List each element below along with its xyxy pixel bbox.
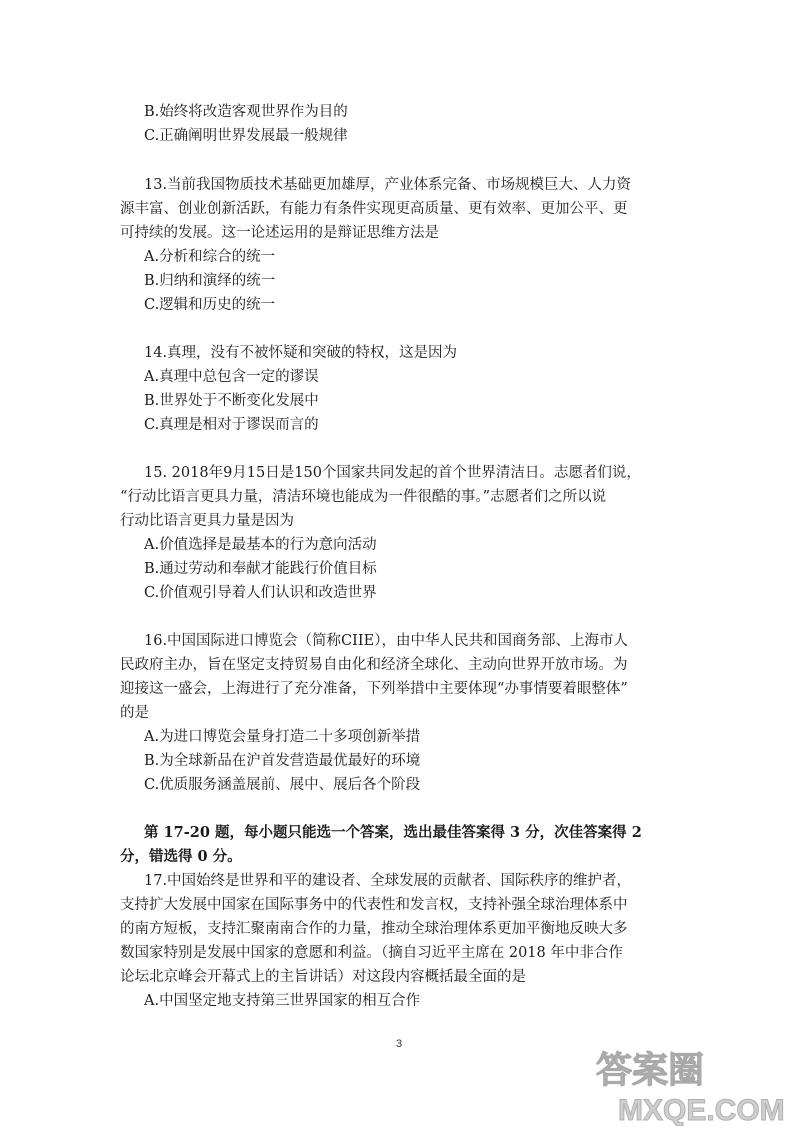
text-line: 民政府主办，旨在坚定支持贸易自由化和经济全球化、主动向世界开放市场。为 — [120, 657, 628, 673]
text-line: C.逻辑和历史的统一 — [144, 297, 276, 313]
text-line: A.分析和综合的统一 — [144, 249, 276, 265]
text-line: A.真理中总包含一定的谬误 — [144, 369, 319, 385]
text-line: 分，错选得 0 分。 — [120, 848, 242, 865]
text-line: 的是 — [120, 705, 149, 721]
watermark-top-text: 答案圈 — [596, 1049, 705, 1090]
text-line: C.正确阐明世界发展最一般规律 — [144, 128, 348, 144]
text-line: 15. 2018年9月15日是150个国家共同发起的首个世界清洁日。志愿者们说， — [144, 465, 641, 481]
text-line: 第 17-20 题，每小题只能选一个答案，选出最佳答案得 3 分，次佳答案得 2 — [144, 824, 642, 841]
page-number: 3 — [396, 1038, 403, 1050]
text-line: 源丰富、创业创新活跃，有能力有条件实现更高质量、更有效率、更加公平、更 — [120, 201, 628, 217]
text-line: 论坛北京峰会开幕式上的主旨讲话）对这段内容概括最全面的是 — [120, 969, 526, 985]
text-line: B.归纳和演绎的统一 — [144, 273, 276, 289]
text-line: 17.中国始终是世界和平的建设者、全球发展的贡献者、国际秩序的维护者， — [144, 873, 632, 889]
text-line: A.价值选择是最基本的行为意向活动 — [144, 537, 377, 553]
text-line: 的南方短板，支持汇聚南南合作的力量，推动全球治理体系更加平衡地反映大多 — [120, 921, 628, 937]
text-line: B.通过劳动和奉献才能践行价值目标 — [144, 561, 377, 577]
text-line: C.真理是相对于谬误而言的 — [144, 417, 319, 433]
text-line: B.始终将改造客观世界作为目的 — [144, 104, 348, 120]
watermark-graphic — [588, 1040, 796, 1126]
text-line: 13.当前我国物质技术基础更加雄厚，产业体系完备、市场规模巨大、人力资 — [144, 177, 632, 193]
text-line: A.为进口博览会量身打造二十多项创新举措 — [144, 729, 421, 745]
text-line: C.优质服务涵盖展前、展中、展后各个阶段 — [144, 777, 421, 793]
text-line: 数国家特别是发展中国家的意愿和利益。（摘自习近平主席在 2018 年中非合作 — [120, 945, 623, 961]
text-line: A.中国坚定地支持第三世界国家的相互合作 — [144, 993, 421, 1009]
text-line: 迎接这一盛会，上海进行了充分准备，下列举措中主要体现“办事情要着眼整体” — [120, 681, 628, 697]
text-line: 行动比语言更具力量是因为 — [120, 513, 294, 529]
text-line: 16.中国国际进口博览会（简称CIIE），由中华人民共和国商务部、上海市人 — [144, 633, 628, 649]
text-line: “行动比语言更具力量，清洁环境也能成为一件很酷的事。”志愿者们之所以说 — [120, 489, 607, 505]
text-line: B.为全球新品在沪首发营造最优最好的环境 — [144, 753, 421, 769]
text-line: 可持续的发展。这一论述运用的是辩证思维方法是 — [120, 225, 439, 241]
text-line: 14.真理，没有不被怀疑和突破的特权，这是因为 — [144, 345, 458, 361]
watermark-logo — [588, 1040, 796, 1126]
text-line: B.世界处于不断变化发展中 — [144, 393, 319, 409]
watermark-bottom-text: MXQE.COM — [618, 1094, 785, 1126]
text-line: 支持扩大发展中国家在国际事务中的代表性和发言权，支持补强全球治理体系中 — [120, 897, 628, 913]
text-line: C.价值观引导着人们认识和改造世界 — [144, 585, 377, 601]
